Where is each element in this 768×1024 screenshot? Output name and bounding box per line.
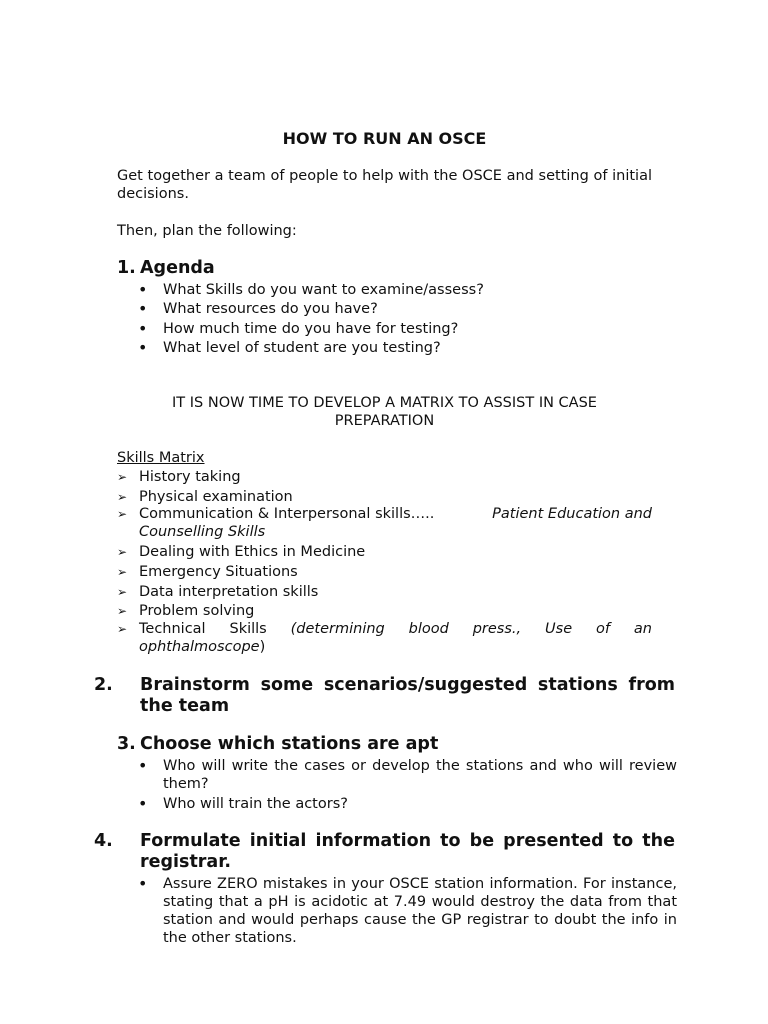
list-item-text: How much time do you have for testing? [163, 321, 459, 337]
skills-item-text: History taking [139, 469, 241, 485]
section-1-title: Agenda [140, 258, 215, 278]
list-item-text: What resources do you have? [163, 301, 378, 317]
skills-item-text: Emergency Situations [139, 564, 298, 580]
skills-item-history [117, 468, 652, 486]
skills-item-text: Data interpretation skills [139, 584, 319, 600]
arrow-bullet-icon: ➢ [117, 604, 128, 618]
word: blood [408, 621, 449, 637]
skills-item-physical [117, 488, 652, 506]
skills-item-data [117, 583, 652, 601]
skills-item-emergency [117, 563, 652, 581]
section-2-title: Brainstorm some scenarios/suggested stations from the team [140, 675, 675, 716]
word: press., [472, 621, 522, 637]
arrow-bullet-icon: ➢ [117, 545, 128, 559]
word: Technical [139, 621, 206, 637]
page-title: HOW TO RUN AN OSCE [282, 129, 487, 148]
skills-matrix-heading: Skills Matrix [117, 450, 205, 466]
skills-item-problem [117, 602, 652, 620]
word: ) [259, 639, 266, 655]
word: an [633, 621, 652, 637]
section-4-title: Formulate initial information to be presented to the registrar. [140, 831, 675, 872]
skills-item-communication [117, 505, 652, 541]
list-item [138, 339, 677, 357]
word: Skills [229, 621, 267, 637]
bullet-icon: • [138, 319, 148, 338]
bullet-icon: • [138, 756, 148, 775]
list-item [138, 795, 677, 813]
section-3-heading [117, 734, 652, 755]
list-item [138, 320, 677, 338]
bullet-icon: • [138, 874, 148, 893]
list-item [138, 300, 677, 318]
arrow-bullet-icon: ➢ [117, 490, 128, 504]
arrow-bullet-icon: ➢ [117, 622, 128, 636]
word: (determining [290, 621, 385, 637]
skills-item-text: Physical examination [139, 489, 293, 505]
section-3-number: 3. [117, 734, 136, 754]
skills-item-technical [117, 620, 652, 656]
bullet-icon: • [138, 338, 148, 357]
bullet-icon: • [138, 299, 148, 318]
section-4-heading [94, 831, 675, 873]
list-item-text: What Skills do you want to examine/assess? [163, 282, 484, 298]
section-2-number: 2. [94, 675, 113, 695]
list-item-text: Who will train the actors? [163, 796, 348, 812]
skills-item-text: Communication & Interpersonal skills….. [139, 506, 435, 522]
section-2-heading [94, 675, 675, 717]
list-item [138, 281, 677, 299]
list-item [138, 875, 677, 947]
matrix-heading-line-1: IT IS NOW TIME TO DEVELOP A MATRIX TO ASSIST IN CASE [172, 395, 597, 411]
intro-paragraph: Get together a team of people to help with the OSCE and setting of initial decisions. [117, 168, 652, 202]
section-4-number: 4. [94, 831, 113, 851]
word: of [596, 621, 610, 637]
word: Use [545, 621, 573, 637]
bullet-icon: • [138, 794, 148, 813]
list-item-text: Assure ZERO mistakes in your OSCE station information. For instance, stating that a pH is acidotic at 7.49 would destroy the data from that station and would perhaps cause the GP registrar to doubt the info in the other stations. [163, 876, 677, 946]
word: ophthalmoscope [139, 639, 260, 655]
skills-item-ethics [117, 543, 652, 561]
section-3-title: Choose which stations are apt [140, 734, 439, 754]
list-item-text: What level of student are you testing? [163, 340, 441, 356]
skills-item-text: Dealing with Ethics in Medicine [139, 544, 366, 560]
section-1-heading [117, 258, 652, 279]
skills-item-italic-text: Counselling Skills [139, 524, 266, 540]
list-item [138, 757, 677, 793]
then-paragraph: Then, plan the following: [117, 223, 297, 239]
skills-item-italic-text: Patient Education and [492, 506, 652, 522]
arrow-bullet-icon: ➢ [117, 470, 128, 484]
arrow-bullet-icon: ➢ [117, 585, 128, 599]
bullet-icon: • [138, 280, 148, 299]
section-1-number: 1. [117, 258, 136, 278]
arrow-bullet-icon: ➢ [117, 507, 128, 521]
arrow-bullet-icon: ➢ [117, 565, 128, 579]
list-item-text: Who will write the cases or develop the stations and who will review them? [163, 758, 677, 792]
matrix-heading-line-2: PREPARATION [334, 413, 435, 429]
skills-item-text: Problem solving [139, 603, 255, 619]
